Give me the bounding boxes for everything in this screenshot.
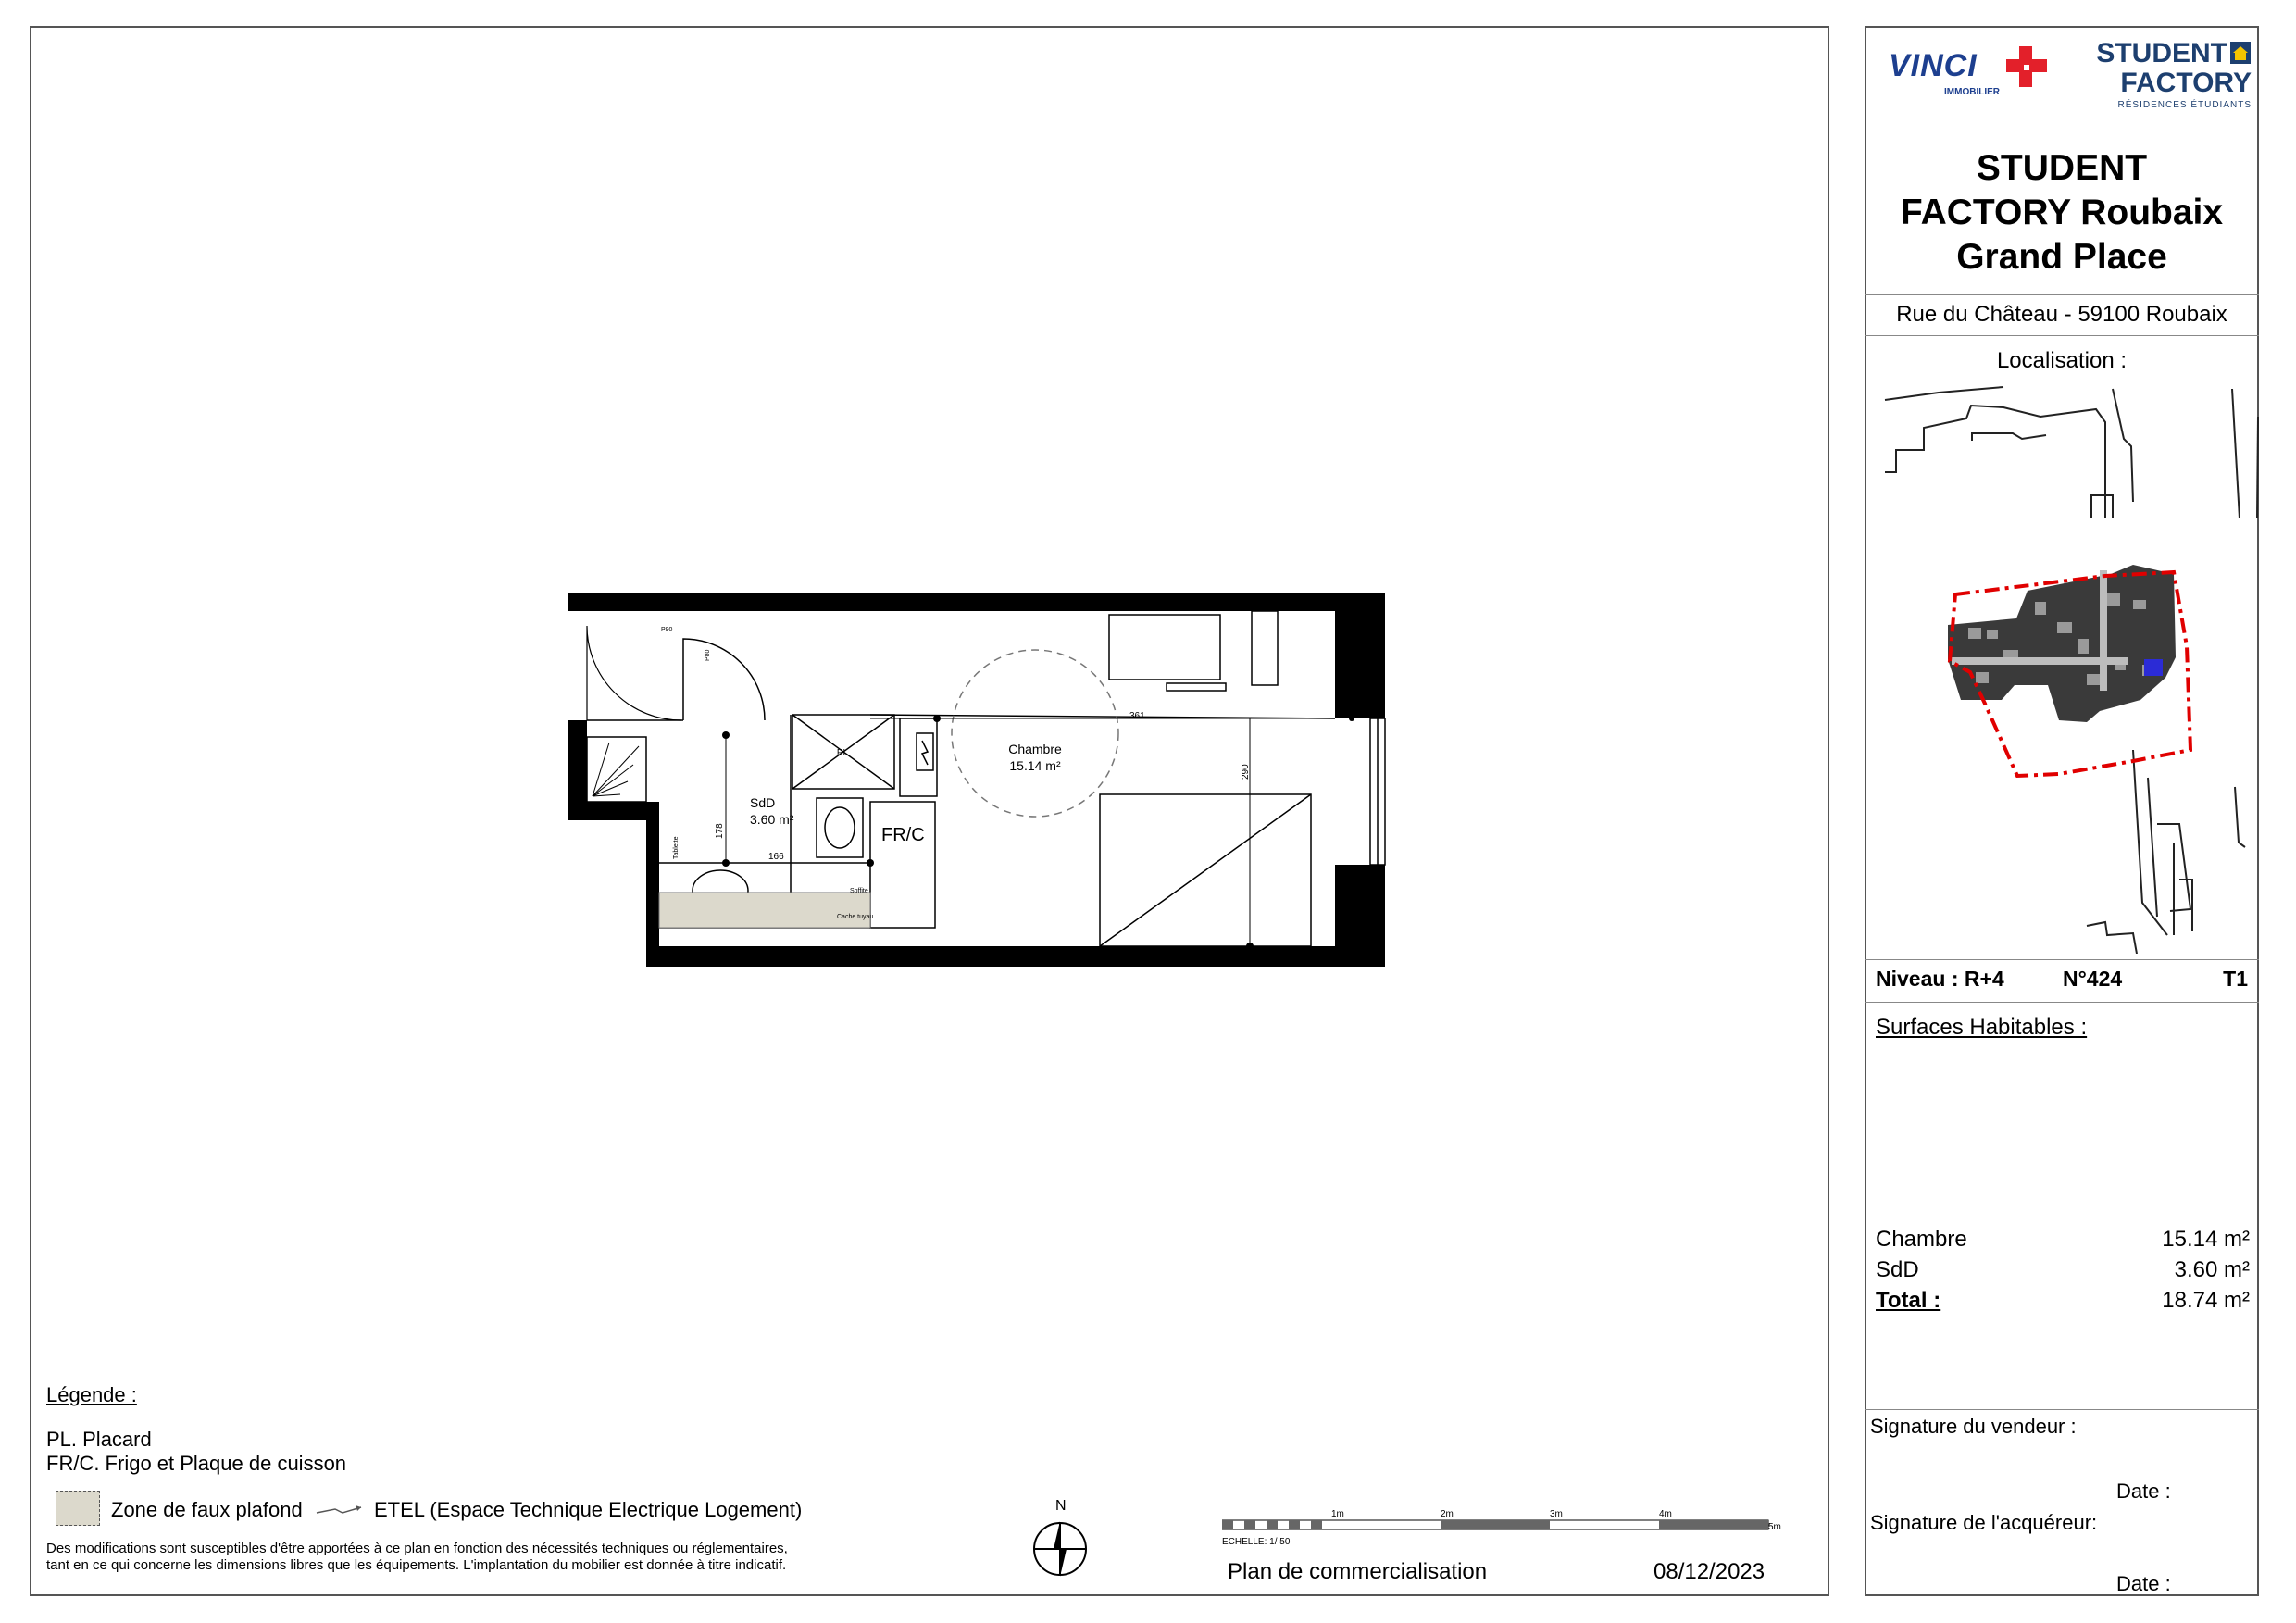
scale-label: ECHELLE: 1/ 50	[1222, 1537, 1291, 1547]
pl-label: PL	[836, 748, 849, 758]
entry-door	[683, 639, 765, 720]
student-factory-logo	[2094, 39, 2252, 128]
scale-tick: 3m	[1550, 1509, 1563, 1519]
fr-c-label: FR/C	[881, 825, 925, 845]
vinci-sub-text: IMMOBILIER	[1944, 87, 2000, 97]
localisation-label: Localisation :	[1996, 348, 2128, 373]
turning-circle	[952, 650, 1118, 817]
surfaces-heading: Surfaces Habitables :	[1876, 1015, 2088, 1040]
date-vendeur: Date :	[2116, 1479, 2171, 1503]
north-label: N	[1055, 1498, 1067, 1514]
scale-graphic	[1222, 1511, 1789, 1539]
signature-acquereur: Signature de l'acquéreur:	[1870, 1511, 2098, 1534]
desk	[1109, 615, 1220, 680]
unit-location-marker	[2144, 659, 2163, 676]
room-area-sdd: 3.60 m²	[750, 812, 794, 827]
divider	[1865, 294, 2259, 295]
surfaces-table	[1876, 1224, 2250, 1316]
project-address: Rue du Château - 59100 Roubaix	[1896, 302, 2227, 327]
surface-name: Chambre	[1876, 1227, 1967, 1252]
unit-type: T1	[2223, 967, 2248, 991]
date-acquereur: Date :	[2116, 1572, 2171, 1595]
faux-plafond-swatch	[56, 1491, 100, 1526]
disclaimer-line-1: Des modifications sont susceptibles d'être apportées à ce plan en fonction des nécessités techniques ou réglementaires,	[46, 1541, 788, 1556]
etel-label: ETEL (Espace Technique Electrique Logement)	[374, 1498, 803, 1521]
plan-date: 08/12/2023	[1653, 1559, 1766, 1584]
scale-tick: 1m	[1331, 1509, 1344, 1519]
room-name-chambre: Chambre	[1008, 742, 1062, 756]
sf-house-icon	[2229, 41, 2252, 65]
label-cache-tuyau: Cache tuyau	[837, 914, 874, 920]
legend-item: FR/C. Frigo et Plaque de cuisson	[46, 1452, 347, 1475]
legend-title: Légende :	[46, 1383, 137, 1406]
faux-plafond-zone	[659, 893, 870, 928]
vinci-logo-text: VINCI	[1889, 48, 1978, 83]
surface-row	[1876, 1255, 2250, 1285]
plan-type: Plan de commercialisation	[1228, 1559, 1488, 1584]
title-line-2: FACTORY Roubaix	[1900, 193, 2224, 232]
vinci-logo	[1889, 44, 2055, 100]
etel-icon	[917, 733, 933, 770]
total-value: 18.74 m²	[2162, 1288, 2250, 1313]
surface-value: 3.60 m²	[2174, 1257, 2250, 1282]
sdd-door	[587, 626, 681, 720]
legend-symbols	[46, 1489, 972, 1529]
faux-plafond-label: Zone de faux plafond	[111, 1498, 303, 1521]
floor-plan	[555, 583, 1407, 972]
label-p90: P90	[661, 627, 673, 633]
surface-total-row	[1876, 1285, 2250, 1316]
dim-290: 290	[1241, 764, 1251, 780]
sf-line2: FACTORY	[2120, 68, 2252, 98]
scale-bar	[1222, 1511, 1789, 1552]
divider	[1865, 335, 2259, 336]
surface-row	[1876, 1224, 2250, 1255]
title-line-3: Grand Place	[1956, 237, 2167, 277]
label-tablette: Tablette	[673, 836, 680, 859]
dim-361: 361	[1129, 711, 1145, 721]
chair	[1167, 683, 1226, 691]
niveau-label: Niveau : R+4	[1876, 967, 2004, 991]
signature-vendeur: Signature du vendeur :	[1870, 1415, 2077, 1438]
total-label: Total :	[1876, 1288, 1941, 1313]
legend-item: PL. Placard	[46, 1428, 152, 1451]
room-area-chambre: 15.14 m²	[1009, 758, 1061, 773]
vinci-cross-icon	[2003, 44, 2050, 91]
localisation-map	[1865, 380, 2259, 954]
label-p80: P80	[705, 649, 711, 661]
shower-drain-icon	[593, 743, 639, 796]
unit-number: N°424	[2063, 967, 2123, 991]
dim-178: 178	[715, 823, 725, 839]
room-name-sdd: SdD	[750, 795, 776, 810]
north-arrow	[1028, 1498, 1092, 1581]
disclaimer-line-2: tant en ce qui concerne les dimensions libres que les équipements. L'implantation du mobilier est donnée à titre indicatif.	[46, 1557, 787, 1573]
dim-166: 166	[768, 852, 784, 862]
surface-name: SdD	[1876, 1257, 1919, 1282]
disclaimer	[46, 1541, 972, 1574]
scale-tick: 4m	[1659, 1509, 1672, 1519]
divider	[1865, 959, 2259, 960]
sf-tagline: RÉSIDENCES ÉTUDIANTS	[2117, 100, 2252, 110]
scale-tick: 5m	[1768, 1522, 1781, 1532]
compass-icon	[1028, 1517, 1092, 1581]
divider	[1865, 1409, 2259, 1410]
project-title	[1865, 146, 2259, 280]
sf-line1: STUDENT	[2096, 38, 2227, 69]
surface-value: 15.14 m²	[2162, 1227, 2250, 1252]
label-soffite: Soffite	[850, 888, 868, 894]
title-line-1: STUDENT	[1976, 148, 2148, 188]
scale-tick: 2m	[1441, 1509, 1454, 1519]
legend	[46, 1383, 972, 1574]
etel-legend-icon	[315, 1500, 367, 1518]
divider	[1865, 1002, 2259, 1003]
fridge-cooktop	[870, 802, 935, 928]
